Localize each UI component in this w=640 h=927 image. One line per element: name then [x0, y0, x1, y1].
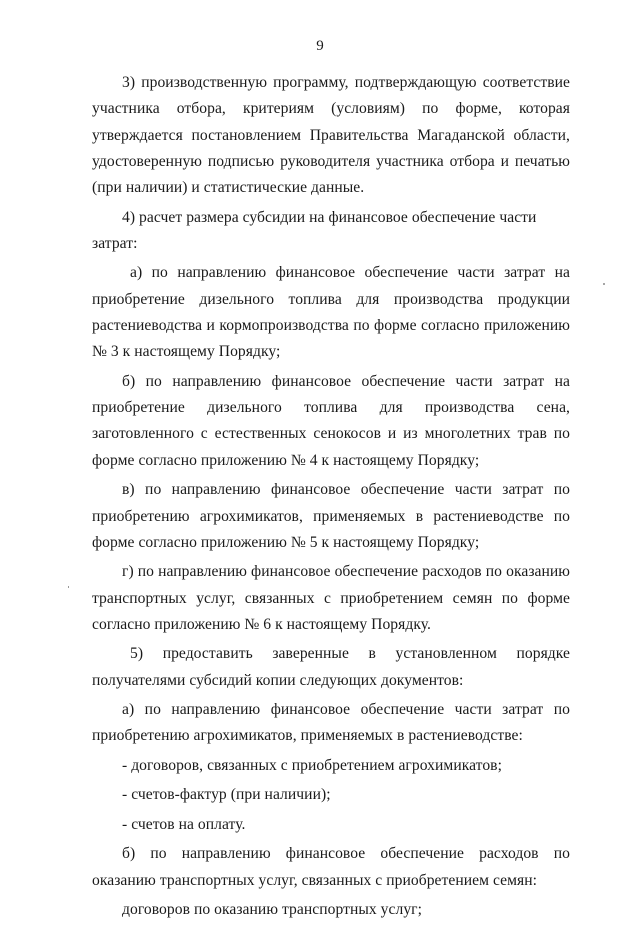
list-item-transport-contracts: договоров по оказанию транспортных услуг;: [122, 901, 422, 919]
list-item-payment-bills: - счетов на оплату.: [122, 815, 246, 833]
paragraph-copies-item-b: б) по направлению финансовое обеспечение расходов по оказанию транспортных услуг, связанных с приобретением семян:: [92, 845, 570, 889]
paragraph-item-v-agrochemicals: в) по направлению финансовое обеспечение части затрат по приобретению агрохимикатов, применяемых в растениеводстве по форме согласно приложению № 5 к настоящему Порядку;: [92, 481, 570, 551]
scan-speck: [603, 283, 605, 285]
paragraph-production-program: 3) производственную программу, подтверждающую соответствие участника отбора, критериям (условиям) по форме, которая утверждается постановлением Правительства Магаданской области, удостоверенную подписью руководителя участника отбора и печатью (при наличии) и статистические данные.: [92, 74, 570, 197]
scan-speck: [68, 586, 69, 588]
paragraph-item-a-diesel-crops: а) по направлению финансовое обеспечение части затрат на приобретение дизельного топлива для производства продукции растениеводства и кормопроизводства по форме согласно приложению № 3 к настоящему Порядку;: [92, 264, 570, 361]
list-item-contracts-agrochemicals: - договоров, связанных с приобретением агрохимикатов;: [122, 756, 502, 774]
paragraph-item-b-diesel-hay: б) по направлению финансовое обеспечение части затрат на приобретение дизельного топлива для производства сена, заготовленного с естественных сенокосов и из многолетних трав по форме согласно приложению № 4 к настоящему Порядку;: [92, 372, 570, 469]
paragraph-item-g-transport: г) по направлению финансовое обеспечение расходов по оказанию транспортных услуг, связанных с приобретением семян по форме согласно приложению № 6 к настоящему Порядку.: [92, 563, 570, 633]
paragraph-document-copies: 5) предоставить заверенные в установленном порядке получателями субсидий копии следующих документов:: [92, 645, 570, 689]
list-item-invoices: - счетов-фактур (при наличии);: [122, 786, 331, 804]
document-body: [92, 70, 570, 927]
paragraph-copies-item-a: а) по направлению финансовое обеспечение части затрат по приобретению агрохимикатов, применяемых в растениеводстве:: [92, 701, 570, 745]
paragraph-subsidy-calculation: 4) расчет размера субсидии на финансовое обеспечение части затрат:: [92, 208, 537, 252]
page-number: 9: [316, 38, 324, 54]
